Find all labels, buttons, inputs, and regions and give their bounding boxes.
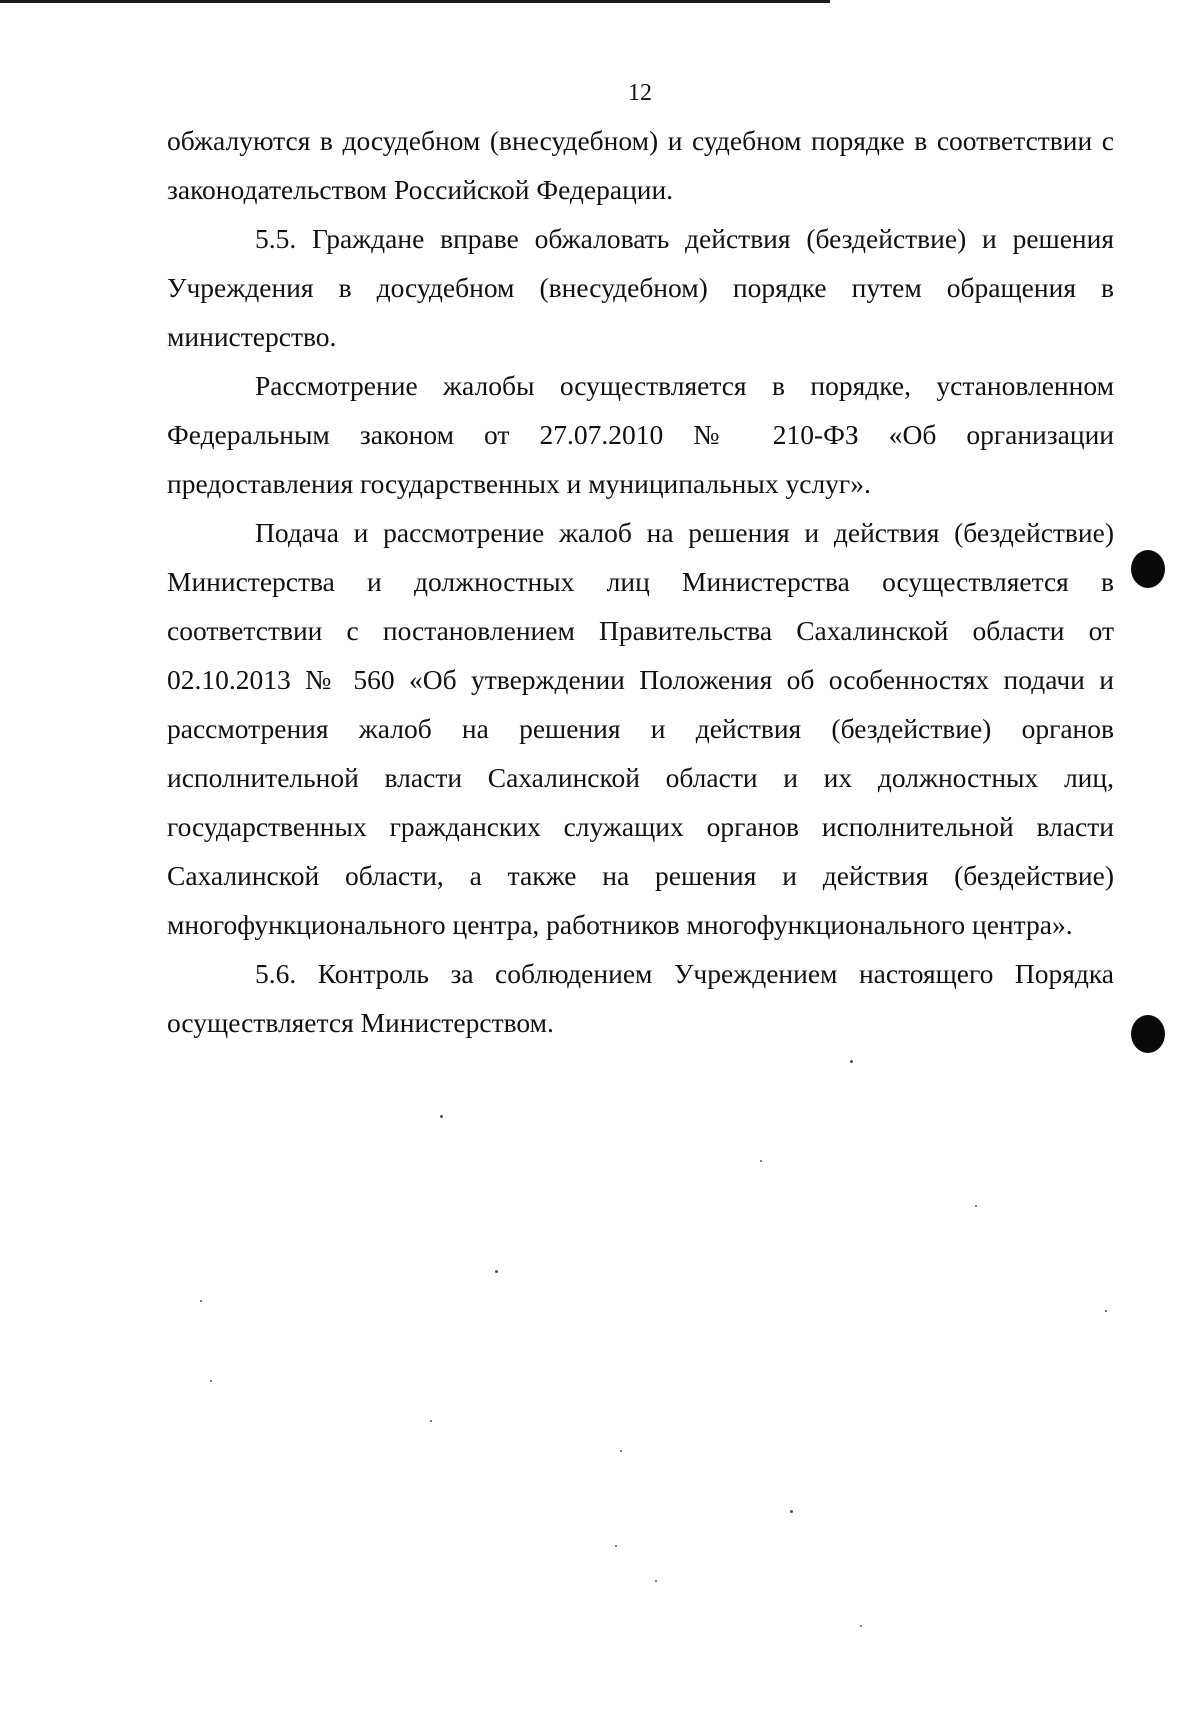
- scan-speck: [850, 1060, 853, 1063]
- paragraph-5-5: 5.5. Граждане вправе обжаловать действия (бездействие) и решения Учреждения в досудебном (внесудебном) порядке путем обращения в министерство.: [167, 223, 1114, 352]
- scan-speck: [200, 1300, 202, 1302]
- scan-speck: [430, 1420, 432, 1422]
- page-number: 12: [628, 80, 652, 106]
- top-border-line: [0, 0, 830, 3]
- scan-speck: [860, 1625, 862, 1627]
- scan-speck: [655, 1580, 657, 1582]
- scan-speck: [790, 1510, 793, 1513]
- document-body: [167, 116, 1114, 1047]
- scan-speck: [495, 1270, 498, 1273]
- scan-speck: [975, 1205, 977, 1207]
- scan-speck: [615, 1545, 617, 1547]
- scan-speck: [760, 1160, 762, 1162]
- paragraph-continuation: обжалуются в досудебном (внесудебном) и судебном порядке в соответствии с законодательством Российской Федерации.: [167, 125, 1114, 205]
- scan-speck: [1105, 1310, 1107, 1312]
- paragraph-complaint-review: Рассмотрение жалобы осуществляется в порядке, установленном Федеральным законом от 27.07.2010 № 210-ФЗ «Об организации предоставления государственных и муниципальных услуг».: [167, 370, 1114, 499]
- paragraph-5-6: 5.6. Контроль за соблюдением Учреждением настоящего Порядка осуществляется Министерством.: [167, 958, 1114, 1038]
- paragraph-complaint-submission: Подача и рассмотрение жалоб на решения и действия (бездействие) Министерства и должностных лиц Министерства осуществляется в соответствии с постановлением Правительства Сахалинской области от 02.10.2013 № 560 «Об утверждении Положения об особенностях подачи и рассмотрения жалоб на решения и действия (бездействие) органов исполнительной власти Сахалинской области и их должностных лиц, государственных гражданских служащих органов исполнительной власти Сахалинской области, а также на решения и действия (бездействие) многофункционального центра, работников многофункционального центра».: [167, 517, 1114, 940]
- punch-hole-mark: [1131, 1015, 1165, 1053]
- scan-speck: [440, 1115, 443, 1118]
- punch-hole-mark: [1131, 550, 1165, 588]
- scan-speck: [620, 1450, 622, 1452]
- scan-speck: [210, 1380, 212, 1382]
